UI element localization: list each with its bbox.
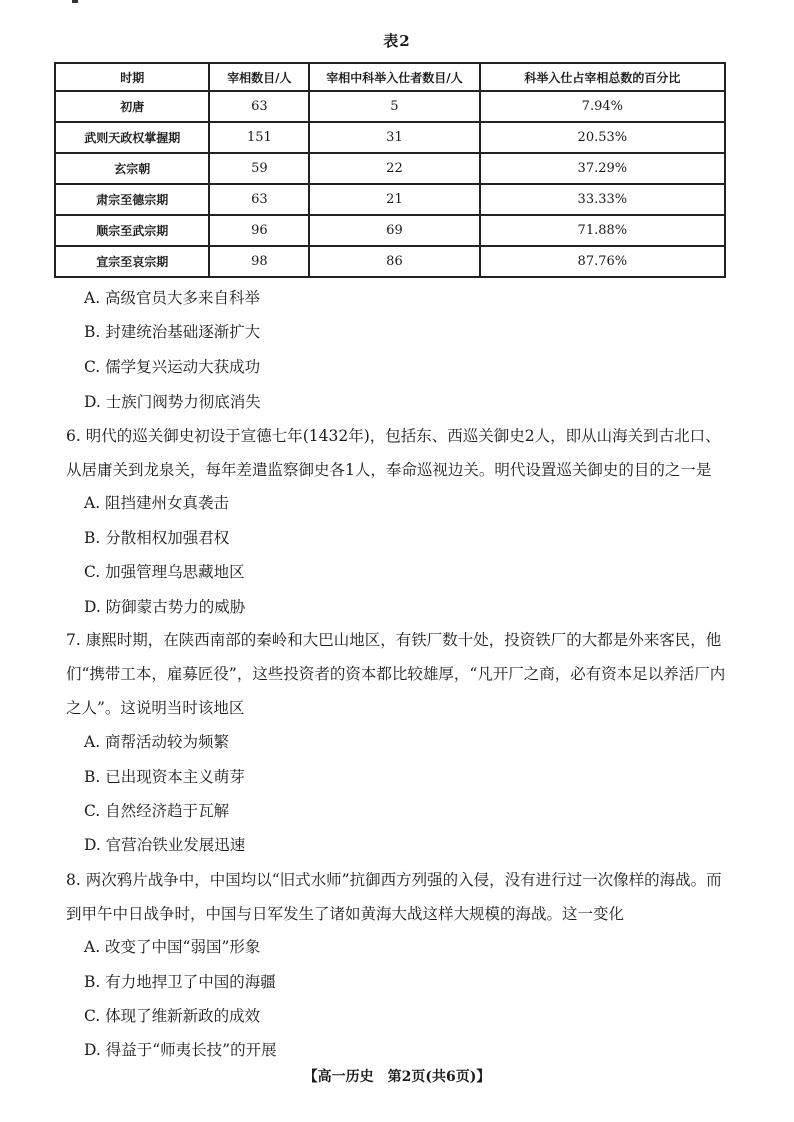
q5-option-d: D. 士族门阀势力彻底消失 <box>84 393 261 411</box>
cell-count: 96 <box>209 215 309 246</box>
q7-stem: 7. 康熙时期，在陕西南部的秦岭和大巴山地区，有铁厂数十处，投资铁厂的大都是外来客民，他们“携带工本，雇募匠役”，这些投资者的资本都比较雄厚，“凡开厂之商，必有资本足以养活厂内之人”。这说明当时该地区 <box>66 631 726 717</box>
cell-period: 玄宗朝 <box>55 153 209 184</box>
q7-option-b: B. 已出现资本主义萌芽 <box>84 768 245 786</box>
page-footer: 【高一历史 第2页(共6页)】 <box>303 1069 491 1085</box>
q6-option-b: B. 分散相权加强君权 <box>84 529 230 547</box>
table-caption: 表2 <box>383 32 411 50</box>
q8-stem: 8. 两次鸦片战争中，中国均以“旧式水师”抗御西方列强的入侵，没有进行过一次像样的海战。而到甲午中日战争时，中国与日军发生了诸如黄海大战这样大规模的海战。这一变化 <box>66 871 722 923</box>
table-row <box>55 122 725 153</box>
cell-percent: 7.94% <box>480 91 725 122</box>
cell-exam: 86 <box>309 246 479 277</box>
cell-exam: 31 <box>309 122 479 153</box>
cell-period: 肃宗至德宗期 <box>55 184 209 215</box>
cell-count: 63 <box>209 184 309 215</box>
q8-option-d: D. 得益于“师夷长技”的开展 <box>84 1041 277 1059</box>
q7-option-c: C. 自然经济趋于瓦解 <box>84 802 230 820</box>
q7-option-a: A. 商帮活动较为频繁 <box>84 733 230 751</box>
header-chancellor-count: 宰相数目/人 <box>209 63 309 91</box>
table-row <box>55 91 725 122</box>
cell-percent: 20.53% <box>480 122 725 153</box>
cell-period: 武则天政权掌握期 <box>55 122 209 153</box>
q8-option-b: B. 有力地捍卫了中国的海疆 <box>84 973 276 991</box>
cell-exam: 69 <box>309 215 479 246</box>
cell-percent: 33.33% <box>480 184 725 215</box>
scan-mark <box>72 0 78 3</box>
header-percentage: 科举入仕占宰相总数的百分比 <box>480 63 725 91</box>
table-header-row <box>55 63 725 91</box>
cell-count: 59 <box>209 153 309 184</box>
cell-exam: 5 <box>309 91 479 122</box>
cell-period: 宣宗至哀宗期 <box>55 246 209 277</box>
header-period: 时期 <box>55 63 209 91</box>
cell-count: 98 <box>209 246 309 277</box>
q6-option-c: C. 加强管理乌思藏地区 <box>84 563 245 581</box>
table-row <box>55 246 725 277</box>
chancellor-table <box>54 62 726 278</box>
cell-percent: 37.29% <box>480 153 725 184</box>
q5-option-b: B. 封建统治基础逐渐扩大 <box>84 323 261 341</box>
cell-exam: 21 <box>309 184 479 215</box>
table-row <box>55 184 725 215</box>
q5-option-c: C. 儒学复兴运动大获成功 <box>84 358 261 376</box>
q5-option-a: A. 高级官员大多来自科举 <box>84 289 261 307</box>
q6-option-d: D. 防御蒙古势力的威胁 <box>84 598 246 616</box>
table-row <box>55 153 725 184</box>
cell-percent: 71.88% <box>480 215 725 246</box>
cell-percent: 87.76% <box>480 246 725 277</box>
table-row <box>55 215 725 246</box>
cell-count: 151 <box>209 122 309 153</box>
q6-stem: 6. 明代的巡关御史初设于宣德七年(1432年)，包括东、西巡关御史2人，即从山海关到古北口、从居庸关到龙泉关，每年差遣监察御史各1人，奉命巡视边关。明代设置巡关御史的目的之一是 <box>66 427 721 479</box>
q6-option-a: A. 阻挡建州女真袭击 <box>84 494 230 512</box>
q8-option-a: A. 改变了中国“弱国”形象 <box>84 938 261 956</box>
cell-period: 初唐 <box>55 91 209 122</box>
cell-period: 顺宗至武宗期 <box>55 215 209 246</box>
q7-option-d: D. 官营冶铁业发展迅速 <box>84 836 246 854</box>
q8-option-c: C. 体现了维新新政的成效 <box>84 1007 261 1025</box>
header-exam-count: 宰相中科举入仕者数目/人 <box>309 63 479 91</box>
cell-exam: 22 <box>309 153 479 184</box>
cell-count: 63 <box>209 91 309 122</box>
